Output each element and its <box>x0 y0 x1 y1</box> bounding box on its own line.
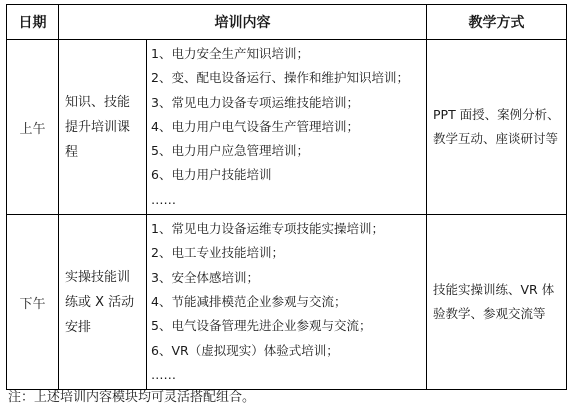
list-item: 2、变、配电设备运行、操作和维护知识培训； <box>151 70 409 86</box>
row-date: 上午 <box>7 40 59 215</box>
list-item: 5、电力用户应急管理培训； <box>151 143 309 159</box>
list-item: 4、电力用户电气设备生产管理培训； <box>151 118 359 134</box>
list-item: 5、电气设备管理先进企业参观与交流； <box>151 318 372 334</box>
row-items <box>147 40 427 215</box>
list-item: 4、节能减排模范企业参观与交流； <box>151 293 347 309</box>
list-item: 6、VR（虚拟现实）体验式培训； <box>151 342 339 358</box>
row-method: PPT 面授、案例分析、教学互动、座谈研讨等 <box>427 40 567 215</box>
table-row <box>7 215 567 390</box>
row-topic: 知识、技能提升培训课程 <box>59 40 147 215</box>
items-list <box>151 42 422 212</box>
row-date: 下午 <box>7 215 59 390</box>
list-item: 1、常见电力设备运维专项技能实操培训； <box>151 221 384 237</box>
list-item: 3、常见电力设备专项运维技能培训； <box>151 94 359 110</box>
header-content: 培训内容 <box>59 5 427 40</box>
table-row <box>7 40 567 215</box>
row-topic: 实操技能训练或 X 活动安排 <box>59 215 147 390</box>
header-method: 教学方式 <box>427 5 567 40</box>
list-item: 3、安全体感培训； <box>151 269 259 285</box>
list-item: 1、电力安全生产知识培训； <box>151 46 309 61</box>
items-list <box>151 217 422 387</box>
row-items <box>147 215 427 390</box>
list-item: 6、电力用户技能培训 <box>151 167 272 183</box>
table-header-row <box>7 5 567 40</box>
training-schedule-table <box>6 4 567 390</box>
list-item: …… <box>151 366 176 382</box>
row-method: 技能实操训练、VR 体验教学、参观交流等 <box>427 215 567 390</box>
header-date: 日期 <box>7 5 59 40</box>
footnote: 注：上述培训内容模块均可灵活搭配组合。 <box>8 390 256 405</box>
list-item: 2、电工专业技能培训； <box>151 245 284 261</box>
list-item: …… <box>151 191 176 207</box>
